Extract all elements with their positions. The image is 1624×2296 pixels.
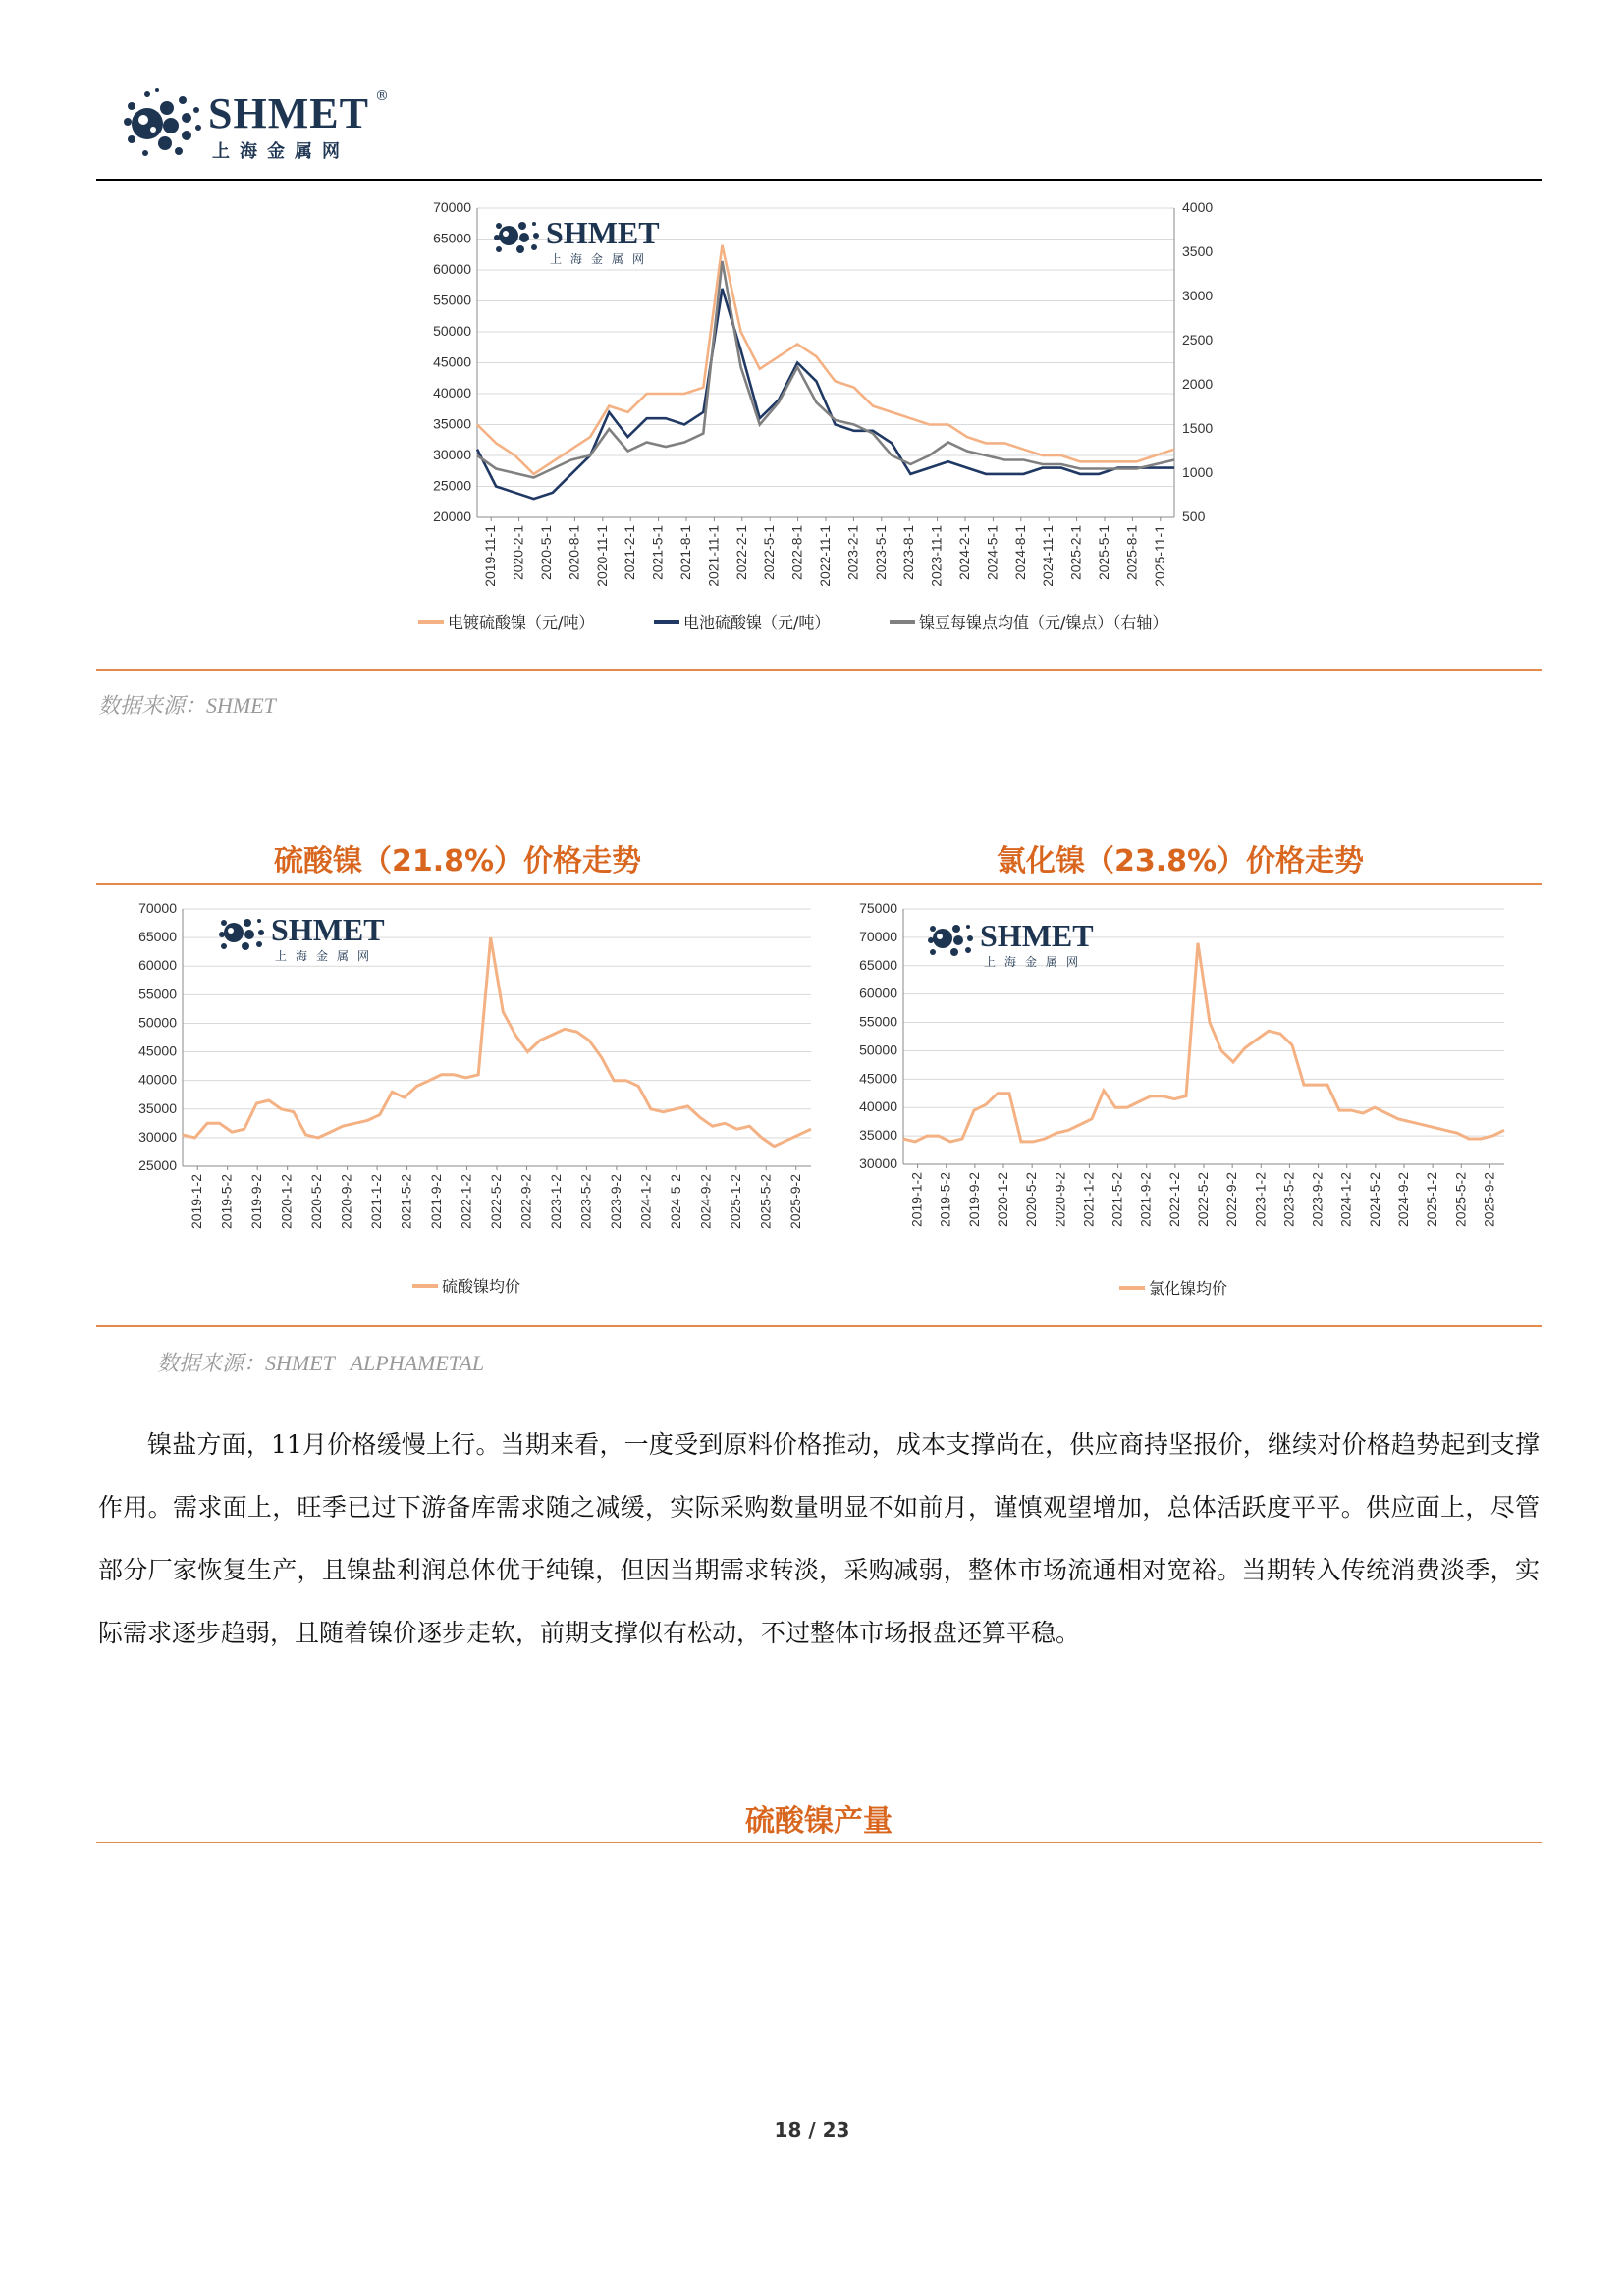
x-tick-label: 2019-5-2 <box>937 1172 953 1228</box>
watermark-dot <box>244 930 254 939</box>
y2-tick-label: 2500 <box>1182 332 1214 347</box>
x-tick-label: 2022-5-1 <box>761 525 778 581</box>
y-tick-label: 30000 <box>859 1155 897 1171</box>
x-tick-label: 2025-9-2 <box>1481 1172 1497 1228</box>
x-tick-label: 2024-9-2 <box>697 1174 714 1230</box>
chart1-bottom-rule <box>96 669 1542 671</box>
x-tick-label: 2020-5-1 <box>538 525 554 581</box>
page-number: 18 / 23 <box>774 2118 850 2142</box>
legend-label: 电镀硫酸镍（元/吨） <box>448 614 595 632</box>
x-tick-label: 2022-5-2 <box>488 1174 504 1230</box>
x-tick-label: 2020-2-1 <box>510 525 526 581</box>
logo-dots-icon <box>118 86 206 161</box>
watermark-dot <box>499 226 518 245</box>
x-tick-label: 2023-5-2 <box>577 1174 594 1230</box>
y-tick-label: 60000 <box>138 957 177 974</box>
x-tick-label: 2024-5-2 <box>1366 1172 1382 1228</box>
x-tick-label: 2020-1-2 <box>995 1172 1010 1228</box>
x-tick-label: 2024-9-2 <box>1395 1172 1411 1228</box>
y-tick-label: 60000 <box>859 985 897 1001</box>
x-tick-label: 2021-5-2 <box>1109 1172 1125 1228</box>
x-tick-label: 2025-11-1 <box>1151 525 1167 587</box>
x-tick-label: 2023-1-2 <box>1252 1172 1269 1228</box>
watermark-dot <box>937 934 943 939</box>
x-tick-label: 2020-5-2 <box>308 1174 325 1230</box>
x-tick-label: 2023-11-1 <box>928 525 945 587</box>
watermark-dot <box>503 231 509 237</box>
y-tick-label: 45000 <box>859 1070 897 1087</box>
watermark-dot <box>258 930 264 935</box>
x-tick-label: 2021-2-1 <box>622 525 638 581</box>
x-tick-label: 2021-11-1 <box>705 525 722 587</box>
x-tick-label: 2019-9-2 <box>965 1172 982 1228</box>
x-tick-label: 2019-11-1 <box>482 525 499 587</box>
x-tick-label: 2024-1-2 <box>1337 1172 1354 1228</box>
watermark-subtitle: 上海金属网 <box>550 252 654 266</box>
watermark-subtitle: 上海金属网 <box>984 955 1088 969</box>
x-tick-label: 2020-8-1 <box>566 525 582 581</box>
y-tick-label: 30000 <box>433 447 471 462</box>
legend-label: 氯化镍均价 <box>1149 1279 1228 1298</box>
watermark-dot <box>950 948 958 956</box>
logo-subtitle: 上海金属网 <box>212 141 350 162</box>
x-tick-label: 2025-2-1 <box>1067 525 1084 581</box>
series-line <box>183 937 811 1147</box>
output-title-rule <box>96 1842 1542 1843</box>
watermark-dot <box>953 935 963 945</box>
y-tick-label: 35000 <box>433 415 471 432</box>
legend-label: 电池硫酸镍（元/吨） <box>683 614 831 632</box>
watermark-dot <box>519 233 529 242</box>
watermark-dot <box>930 926 936 932</box>
x-tick-label: 2020-1-2 <box>278 1174 295 1230</box>
watermark-dot <box>256 941 262 947</box>
y-tick-label: 40000 <box>859 1098 897 1115</box>
watermark-subtitle: 上海金属网 <box>275 949 379 963</box>
y-tick-label: 55000 <box>859 1013 897 1030</box>
sulfate-chart-title: 硫酸镍（21.8%）价格走势 <box>273 844 642 879</box>
x-tick-label: 2021-5-2 <box>398 1174 414 1230</box>
x-tick-label: 2024-11-1 <box>1040 525 1056 587</box>
x-tick-label: 2024-5-1 <box>984 525 1001 581</box>
x-tick-label: 2025-5-1 <box>1096 525 1111 581</box>
x-tick-label: 2021-1-2 <box>368 1174 385 1230</box>
x-tick-label: 2019-9-2 <box>248 1174 265 1230</box>
x-tick-label: 2024-5-2 <box>667 1174 683 1230</box>
chloride-chart-title: 氯化镍（23.8%）价格走势 <box>996 844 1365 879</box>
y-tick-label: 70000 <box>433 199 471 215</box>
x-tick-label: 2023-9-2 <box>607 1174 623 1230</box>
x-tick-label: 2023-2-1 <box>844 525 861 581</box>
y2-tick-label: 3500 <box>1182 243 1214 259</box>
y-tick-label: 70000 <box>138 900 177 916</box>
y-tick-label: 55000 <box>433 292 471 308</box>
nickel-salt-price-chart <box>403 188 1247 640</box>
data-source-2: 数据来源：SHMET ALPHAMETAL <box>157 1351 485 1375</box>
x-tick-label: 2021-9-2 <box>1137 1172 1154 1228</box>
watermark-dot <box>967 935 973 941</box>
y-tick-label: 65000 <box>859 956 897 973</box>
watermark-text: SHMET <box>546 215 660 250</box>
y-tick-label: 45000 <box>433 353 471 370</box>
watermark-text: SHMET <box>271 912 385 947</box>
nickel-sulfate-price-chart <box>118 895 825 1308</box>
watermark-dot <box>244 919 251 927</box>
x-tick-label: 2023-9-2 <box>1309 1172 1326 1228</box>
x-tick-label: 2024-2-1 <box>956 525 972 581</box>
x-tick-label: 2023-1-2 <box>547 1174 564 1230</box>
watermark-dot <box>533 233 539 239</box>
charts-top-rule <box>96 883 1542 885</box>
body-paragraph: 镍盐方面，11月价格缓慢上行。当期来看，一度受到原料价格推动，成本支撑尚在，供应商持坚报价，继续对价格趋势起到支撑作用。需求面上，旺季已过下游备库需求随之减缓，实际采购数量明显不如前月，谨慎观望增加，总体活跃度平平。供应面上，尽管部分厂家恢复生产，且镍盐利润总体优于纯镍，但因当期需求转淡，采购减弱，整体市场流通相对宽裕。当期转入传统消费淡季，实际需求逐步趋弱，且随着镍价逐步走软，前期支撑似有松动，不过整体市场报盘还算平稳。 <box>98 1430 1540 1647</box>
watermark-dot <box>496 246 502 252</box>
watermark-dot <box>219 932 225 937</box>
watermark-dot <box>966 925 970 929</box>
y-tick-label: 20000 <box>433 508 471 524</box>
y2-tick-label: 2000 <box>1182 376 1214 392</box>
y-tick-label: 30000 <box>138 1128 177 1145</box>
x-tick-label: 2019-5-2 <box>218 1174 235 1230</box>
x-tick-label: 2022-8-1 <box>788 525 805 581</box>
y-tick-label: 25000 <box>433 477 471 494</box>
shmet-watermark <box>494 215 660 266</box>
header-rule <box>96 179 1542 181</box>
x-tick-label: 2021-5-1 <box>649 525 666 581</box>
legend-label: 镍豆每镍点均值（元/镍点）（右轴） <box>919 614 1168 632</box>
y-tick-label: 50000 <box>859 1041 897 1058</box>
y-tick-label: 50000 <box>138 1014 177 1031</box>
y-tick-label: 45000 <box>138 1042 177 1059</box>
output-section-title: 硫酸镍产量 <box>745 1804 893 1839</box>
y2-tick-label: 1000 <box>1182 464 1214 480</box>
nickel-chloride-price-chart <box>837 895 1524 1308</box>
y-tick-label: 75000 <box>859 900 897 916</box>
x-tick-label: 2022-9-2 <box>517 1174 534 1230</box>
x-tick-label: 2025-1-2 <box>727 1174 743 1230</box>
watermark-dot <box>518 222 526 230</box>
watermark-dot <box>221 920 227 926</box>
x-tick-label: 2020-9-2 <box>1052 1172 1068 1228</box>
y-tick-label: 40000 <box>138 1071 177 1088</box>
x-tick-label: 2019-1-2 <box>908 1172 925 1228</box>
x-tick-label: 2019-1-2 <box>189 1174 205 1230</box>
x-tick-label: 2025-5-2 <box>1452 1172 1469 1228</box>
logo-text: SHMET <box>208 89 369 137</box>
watermark-dot <box>496 223 502 229</box>
shmet-watermark <box>928 918 1094 969</box>
x-tick-label: 2020-5-2 <box>1023 1172 1040 1228</box>
watermark-dot <box>933 929 952 948</box>
watermark-dot <box>242 942 249 950</box>
x-tick-label: 2024-1-2 <box>637 1174 654 1230</box>
watermark-dot <box>494 235 500 240</box>
watermark-dot <box>531 244 537 250</box>
legend-label: 硫酸镍均价 <box>442 1277 521 1296</box>
x-tick-label: 2022-1-2 <box>1165 1172 1182 1228</box>
y2-tick-label: 500 <box>1182 508 1206 524</box>
watermark-dot <box>257 919 261 923</box>
charts-bottom-rule <box>96 1325 1542 1327</box>
y-tick-label: 65000 <box>433 230 471 246</box>
y2-tick-label: 3000 <box>1182 288 1214 303</box>
x-tick-label: 2023-8-1 <box>900 525 917 581</box>
series-line <box>903 943 1504 1142</box>
page-header <box>96 86 1542 181</box>
data-source-1: 数据来源：SHMET <box>98 693 276 718</box>
x-tick-label: 2025-1-2 <box>1424 1172 1440 1228</box>
series-line <box>477 245 1174 474</box>
y-tick-label: 40000 <box>433 385 471 400</box>
watermark-dot <box>930 949 936 955</box>
x-tick-label: 2025-5-2 <box>757 1174 774 1230</box>
y2-tick-label: 4000 <box>1182 199 1214 215</box>
y-tick-label: 60000 <box>433 261 471 277</box>
watermark-dot <box>516 245 524 253</box>
y-tick-label: 25000 <box>138 1157 177 1173</box>
shmet-logo <box>118 86 389 165</box>
y-tick-label: 35000 <box>138 1099 177 1116</box>
x-tick-label: 2020-9-2 <box>338 1174 354 1230</box>
y-tick-label: 70000 <box>859 928 897 944</box>
x-tick-label: 2022-5-2 <box>1195 1172 1211 1228</box>
watermark-text: SHMET <box>980 918 1094 953</box>
x-tick-label: 2025-9-2 <box>786 1174 803 1230</box>
watermark-dot <box>952 925 960 933</box>
x-tick-label: 2023-5-1 <box>872 525 889 581</box>
watermark-dot <box>228 928 234 934</box>
x-tick-label: 2020-11-1 <box>593 525 610 587</box>
x-tick-label: 2021-1-2 <box>1080 1172 1097 1228</box>
y2-tick-label: 1500 <box>1182 420 1214 436</box>
watermark-dot <box>221 943 227 949</box>
y-tick-label: 55000 <box>138 986 177 1002</box>
watermark-dot <box>928 937 934 943</box>
y-tick-label: 65000 <box>138 929 177 945</box>
x-tick-label: 2022-11-1 <box>817 525 833 587</box>
registered-mark: ® <box>375 88 389 104</box>
x-tick-label: 2023-5-2 <box>1280 1172 1297 1228</box>
x-tick-label: 2025-8-1 <box>1123 525 1140 581</box>
x-tick-label: 2021-8-1 <box>677 525 693 581</box>
y-tick-label: 35000 <box>859 1127 897 1144</box>
y-tick-label: 50000 <box>433 323 471 339</box>
x-tick-label: 2022-2-1 <box>732 525 749 581</box>
watermark-dot <box>965 947 971 953</box>
x-tick-label: 2022-9-2 <box>1223 1172 1240 1228</box>
watermark-dot <box>532 222 536 226</box>
watermark-dot <box>224 923 244 942</box>
x-tick-label: 2022-1-2 <box>458 1174 474 1230</box>
x-tick-label: 2024-8-1 <box>1011 525 1028 581</box>
x-tick-label: 2021-9-2 <box>428 1174 445 1230</box>
